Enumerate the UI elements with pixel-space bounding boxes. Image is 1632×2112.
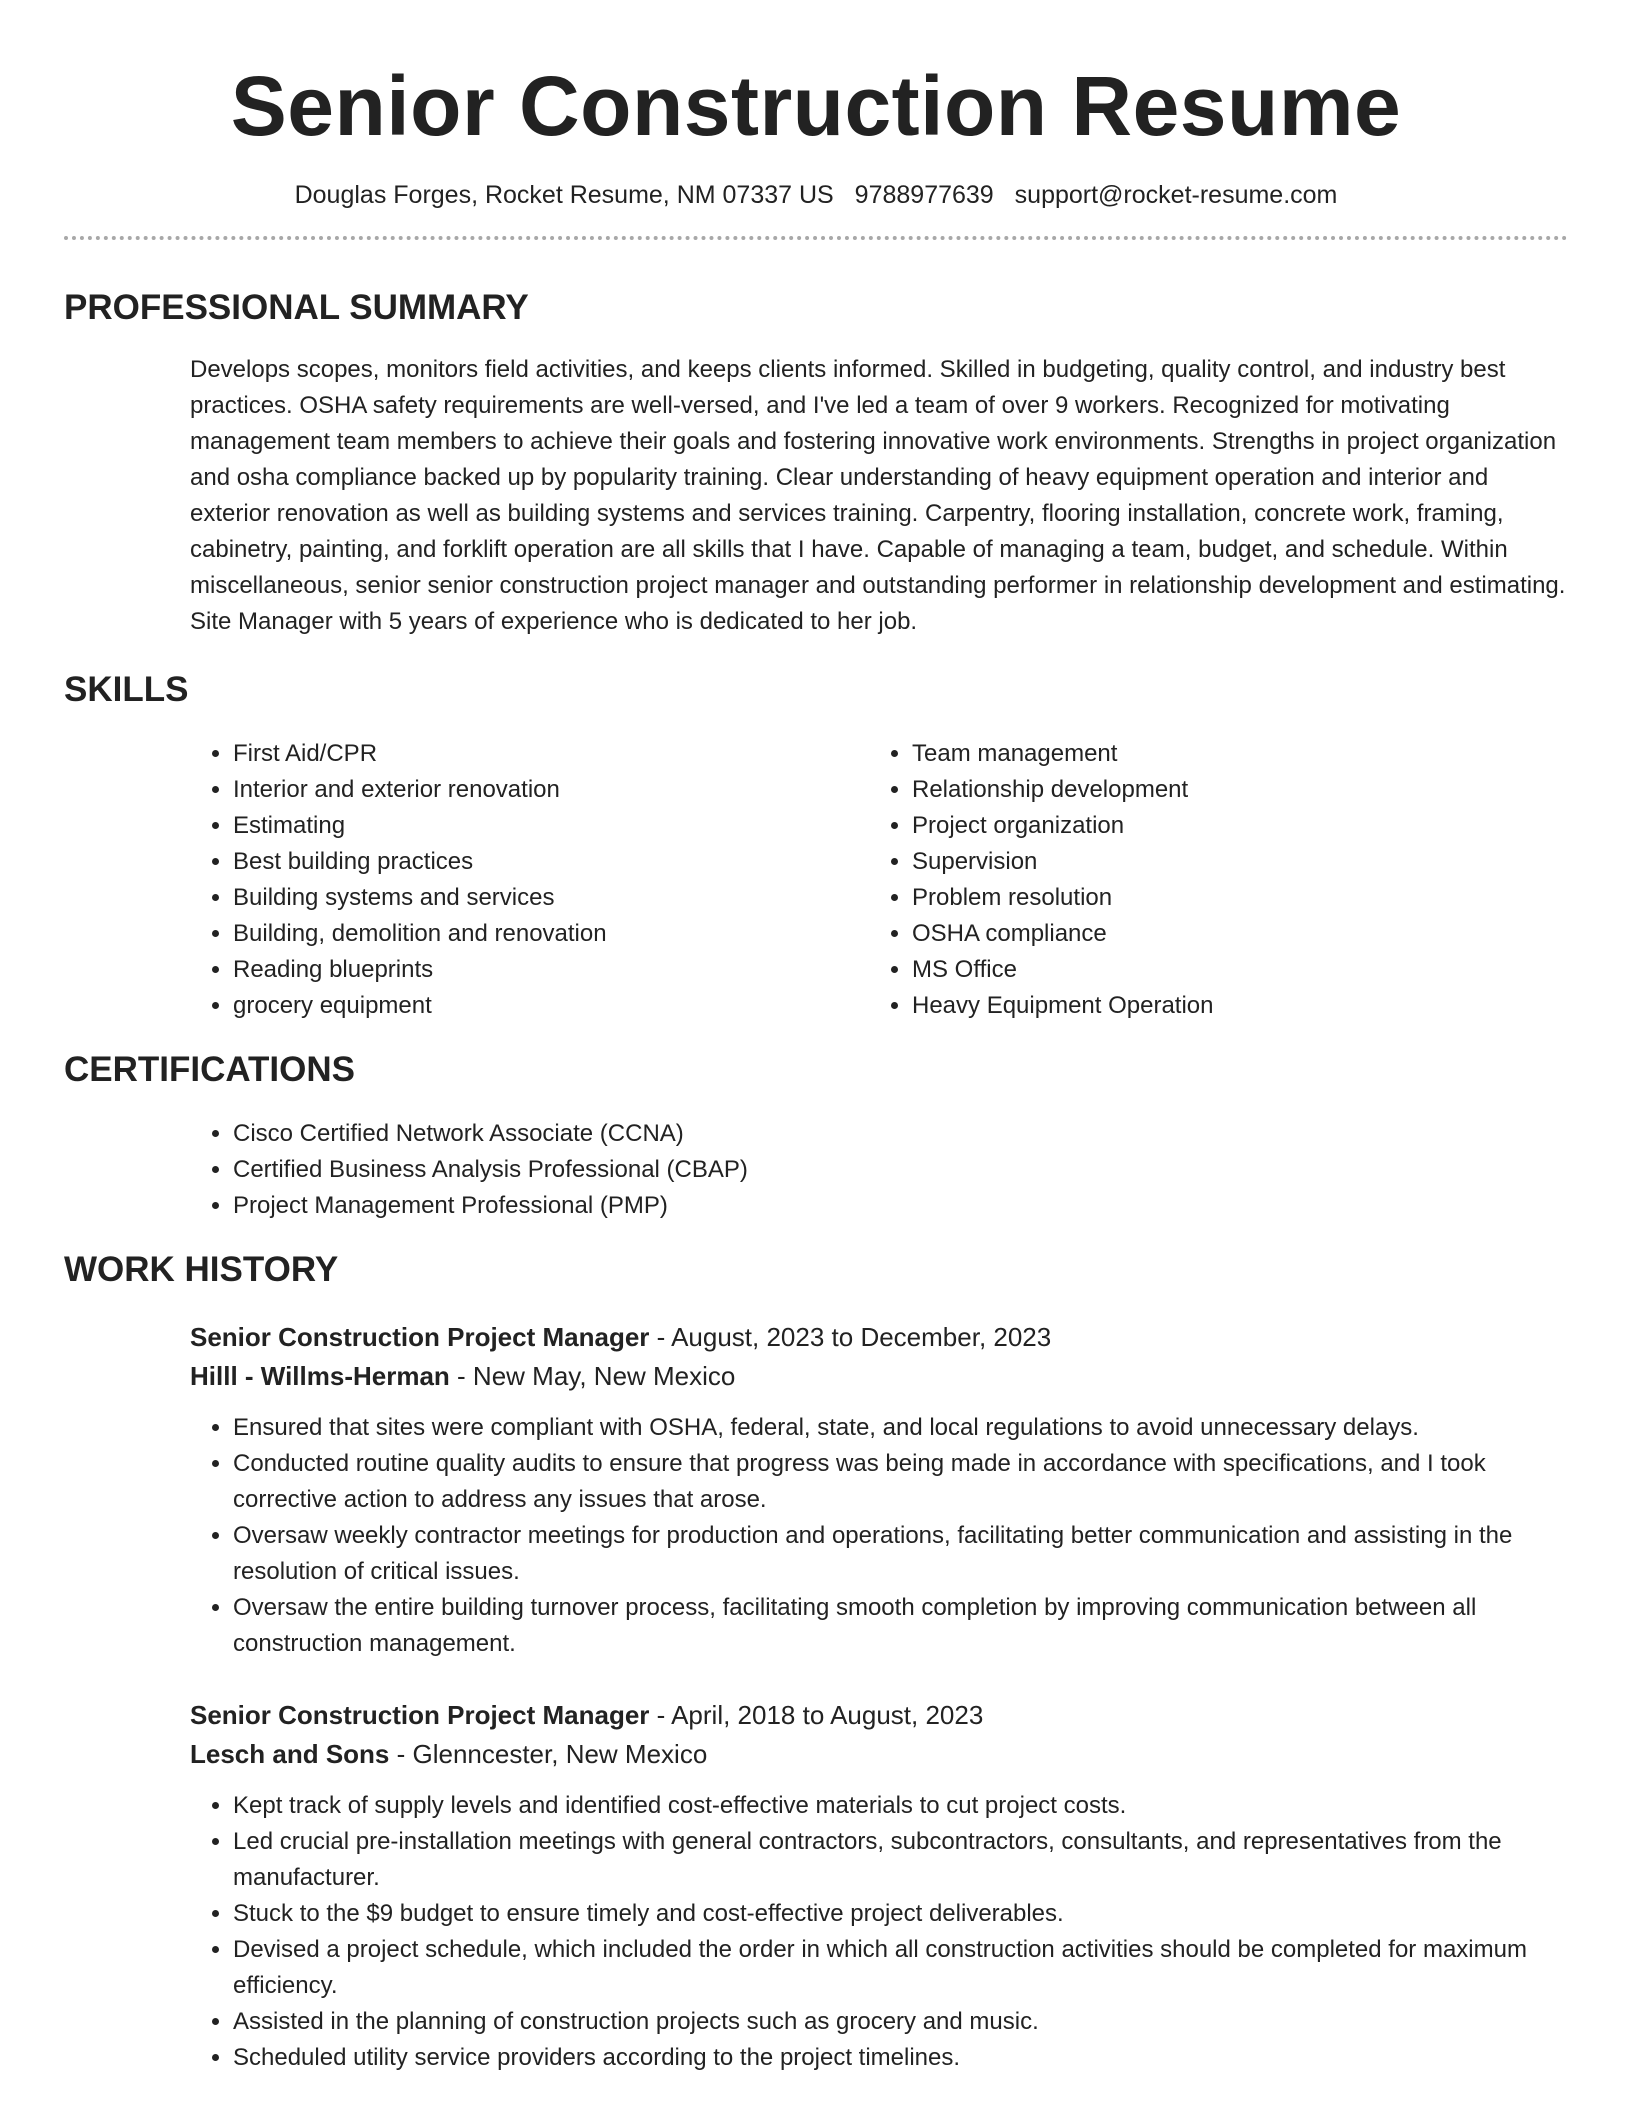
skill-item: • Heavy Equipment Operation (912, 988, 1422, 1024)
skill-item: • First Aid/CPR (233, 736, 743, 772)
skill-item: • OSHA compliance (912, 916, 1422, 952)
job-title: Senior Construction Project Manager (190, 1322, 650, 1352)
contact-email: support@rocket-resume.com (1014, 181, 1338, 209)
skill-item: • grocery equipment (233, 988, 743, 1024)
skill-item: • Estimating (233, 808, 743, 844)
certifications-heading: CERTIFICATIONS (64, 1050, 356, 1089)
job-location: - Glenncester, New Mexico (389, 1739, 708, 1769)
job-entry (190, 1696, 1568, 2076)
skill-item: • Building systems and services (233, 880, 743, 916)
job-bullet: • Oversaw the entire building turnover process, facilitating smooth completion by improving communication between all construction management. (233, 1590, 1568, 1662)
skill-item: • Project organization (912, 808, 1422, 844)
certifications-list (64, 1116, 1568, 1224)
skills-list-right (743, 736, 1422, 1024)
skills-grid (64, 736, 1568, 1024)
skills-list-left (64, 736, 743, 1024)
skill-item: • Building, demolition and renovation (233, 916, 743, 952)
job-title-line (190, 1696, 1568, 1735)
job-bullet: • Oversaw weekly contractor meetings for production and operations, facilitating better communication and assisting in the resolution of critical issues. (233, 1518, 1568, 1590)
skill-item: • Best building practices (233, 844, 743, 880)
resume-title: Senior Construction Resume (230, 59, 1402, 153)
job-location: - New May, New Mexico (449, 1361, 736, 1391)
summary-text: Develops scopes, monitors field activities, and keeps clients informed. Skilled in budgeting, quality control, and industry best practices. OSHA safety requirements are well-versed, and I've led a team of over 9 workers. Recognized for motivating management team members to achieve their goals and fostering innovative work environments. Strengths in project organization and osha compliance backed up by popularity training. Clear understanding of heavy equipment operation and interior and exterior renovation as well as building systems and services training. Carpentry, flooring installation, concrete work, framing, cabinetry, painting, and forklift operation are all skills that I have. Capable of managing a team, budget, and schedule. Within miscellaneous, senior senior construction project manager and outstanding performer in relationship development and estimating. Site Manager with 5 years of experience who is dedicated to her job. (190, 356, 1566, 635)
skill-item: • Interior and exterior renovation (233, 772, 743, 808)
job-bullet: • Scheduled utility service providers according to the project timelines. (233, 2040, 1568, 2076)
skill-item: • MS Office (912, 952, 1422, 988)
certification-item: • Certified Business Analysis Professional (CBAP) (233, 1152, 1568, 1188)
job-company: Lesch and Sons (190, 1739, 390, 1769)
job-bullet: • Assisted in the planning of construction projects such as grocery and music. (233, 2004, 1568, 2040)
contact-line (64, 178, 1568, 212)
work-history-heading: WORK HISTORY (64, 1250, 339, 1289)
certification-item: • Project Management Professional (PMP) (233, 1188, 1568, 1224)
skill-item: • Team management (912, 736, 1422, 772)
certification-item: • Cisco Certified Network Associate (CCNA) (233, 1116, 1568, 1152)
job-company: Hilll - Willms-Herman (190, 1361, 450, 1391)
skill-item: • Problem resolution (912, 880, 1422, 916)
contact-address: Douglas Forges, Rocket Resume, NM 07337 US (294, 181, 834, 209)
job-bullet: • Devised a project schedule, which included the order in which all construction activities should be completed for maximum efficiency. (233, 1932, 1568, 2004)
job-dates: - August, 2023 to December, 2023 (649, 1322, 1052, 1352)
job-entry (190, 1318, 1568, 1662)
skills-heading: SKILLS (64, 670, 189, 709)
job-bullet: • Led crucial pre-installation meetings with general contractors, subcontractors, consultants, and representatives from the manufacturer. (233, 1824, 1568, 1896)
header-divider (64, 236, 1568, 240)
job-bullet: • Stuck to the $9 budget to ensure timely and cost-effective project deliverables. (233, 1896, 1568, 1932)
job-bullet: • Ensured that sites were compliant with OSHA, federal, state, and local regulations to avoid unnecessary delays. (233, 1410, 1568, 1446)
contact-phone: 9788977639 (854, 181, 994, 209)
job-title: Senior Construction Project Manager (190, 1700, 650, 1730)
job-bullet: • Conducted routine quality audits to ensure that progress was being made in accordance with specifications, and I took corrective action to address any issues that arose. (233, 1446, 1568, 1518)
skill-item: • Relationship development (912, 772, 1422, 808)
job-bullets (190, 1410, 1568, 1662)
job-title-line (190, 1318, 1568, 1357)
summary-heading: PROFESSIONAL SUMMARY (64, 288, 529, 327)
skill-item: • Reading blueprints (233, 952, 743, 988)
job-company-line (190, 1357, 1568, 1396)
job-dates: - April, 2018 to August, 2023 (649, 1700, 984, 1730)
job-company-line (190, 1735, 1568, 1774)
job-bullet: • Kept track of supply levels and identified cost-effective materials to cut project costs. (233, 1788, 1568, 1824)
job-bullets (190, 1788, 1568, 2076)
skill-item: • Supervision (912, 844, 1422, 880)
